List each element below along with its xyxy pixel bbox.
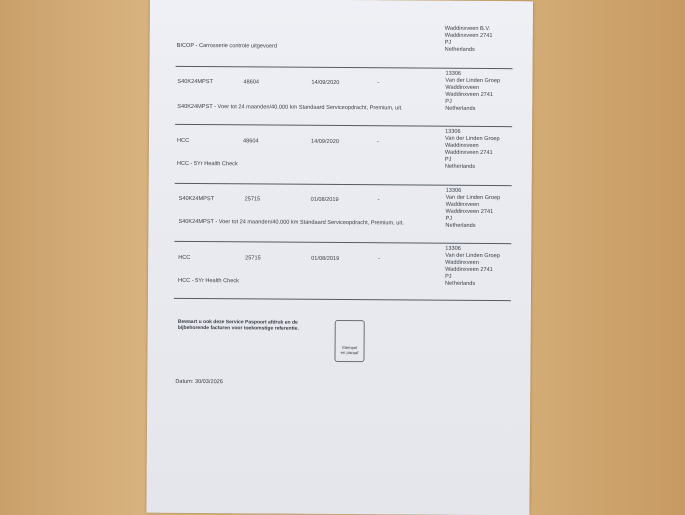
mileage: 48604	[242, 138, 259, 145]
address-line: Waddinxveen	[445, 84, 480, 91]
service-code: HCC	[178, 254, 191, 261]
service-code: HCC	[176, 137, 190, 144]
address-line: Netherlands	[444, 163, 476, 170]
address-line: 13306	[445, 245, 461, 252]
service-code: S40K24MPST	[178, 195, 215, 203]
header-description: BICOP - Carrosserie controle uitgevoerd	[176, 42, 278, 50]
mileage: 48604	[243, 79, 260, 86]
service-description: S40K24MPST - Voer tot 24 maanden/40.000 km Standaard Serviceopdracht, Premium, uit.	[178, 218, 404, 227]
document-page	[146, 0, 533, 515]
divider	[174, 298, 511, 301]
dash: -	[378, 256, 381, 263]
address-line: Waddinxveen 2741	[445, 208, 494, 216]
dash: -	[377, 80, 380, 87]
service-date: 01/08/2019	[310, 196, 339, 203]
dash: -	[376, 139, 379, 146]
address-line: Netherlands	[445, 105, 476, 112]
service-date: 14/09/2020	[311, 79, 340, 86]
address-line: Waddinxveen	[445, 201, 480, 208]
address-line: 13306	[445, 70, 462, 77]
address-line: 13306	[445, 128, 461, 135]
address-line: PJ	[444, 156, 452, 163]
service-description: S40K24MPST - Voer tot 24 maanden/40.000 km Standaard Serviceopdracht, Premium, uit.	[177, 103, 403, 112]
stamp-box	[334, 320, 364, 362]
address-line: Van der Linden Groep	[445, 194, 501, 202]
address-line: PJ	[445, 98, 452, 105]
address-line: Waddinxveen 2741	[445, 91, 494, 99]
address-line: PJ	[445, 215, 453, 222]
service-code: S40K24MPST	[177, 78, 213, 86]
dash: -	[377, 197, 380, 204]
document-date: Datum: 30/03/2026	[175, 378, 223, 386]
address-line: Van der Linden Groep	[445, 135, 500, 143]
address-line: Van der Linden Groep	[445, 77, 501, 85]
divider	[175, 124, 512, 127]
address-line: Netherlands	[445, 280, 476, 287]
divider	[175, 183, 512, 186]
divider	[176, 66, 513, 69]
stamp-label: Stempel	[341, 345, 358, 351]
address-line: Van der Linden Groep	[445, 252, 500, 260]
address-line: Waddinxveen 2741	[445, 266, 493, 274]
mileage: 25715	[244, 196, 261, 203]
address-line: Waddinxveen	[445, 259, 479, 266]
stamp-label: en paraaf	[340, 350, 359, 356]
address-line: Waddinxveen B.V.	[444, 25, 491, 33]
address-line: Waddinxveen	[444, 142, 479, 149]
service-date: 01/08/2019	[311, 255, 340, 262]
footer-note-line: Bewaart u ook deze Service Paspoort afdruk en de	[177, 318, 298, 326]
address-line: Waddinxveen 2741	[444, 149, 493, 157]
service-description: HCC - 5Yr Health Check	[176, 160, 238, 168]
address-line: Netherlands	[445, 222, 476, 229]
address-line: PJ	[445, 273, 452, 280]
service-date: 14/09/2020	[310, 138, 340, 145]
address-line: Netherlands	[444, 46, 475, 53]
address-line: Waddinxveen 2741	[444, 32, 493, 40]
divider	[174, 241, 511, 244]
mileage: 25715	[245, 255, 261, 262]
address-line: PJ	[444, 39, 452, 46]
address-line: 13306	[445, 187, 462, 194]
footer-note-line: bijbehorende facturen voor toekomstige referentie.	[177, 324, 299, 332]
service-description: HCC - 5Yr Health Check	[178, 277, 239, 285]
